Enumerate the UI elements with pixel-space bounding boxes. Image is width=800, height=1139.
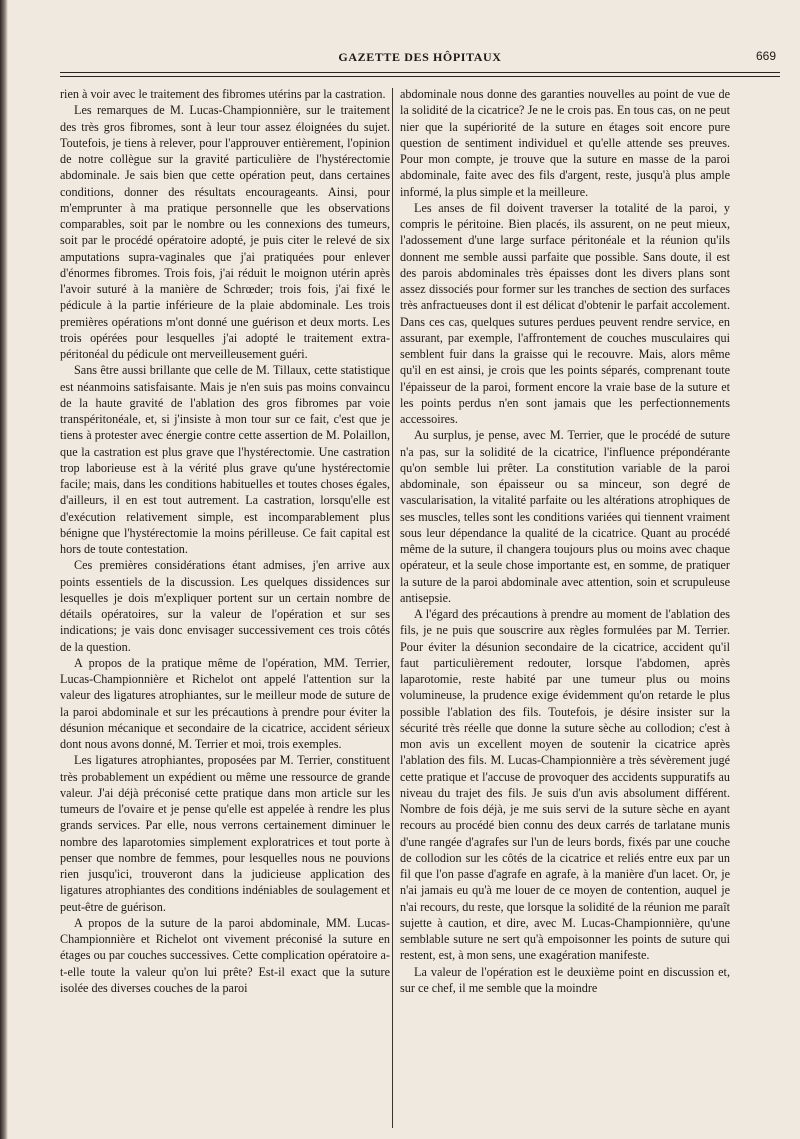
right-column xyxy=(400,86,730,996)
header-rule-bottom xyxy=(60,76,780,77)
paragraph: Les remarques de M. Lucas-Championnière, sur le traitement des très gros fibromes, sont à leur tour assez éloignées du sujet. Toutefois, je tiens à relever, pour l'approuver entièrement, l'opinion de notre collègue sur la gravité particulière de l'hystérectomie abdominale. Je sais bien que cette opération peut, dans certaines conditions, donner des résultats encourageants. Ainsi, pour m'emprunter à ma pratique personnelle que les observations comparables, soit par le nombre ou les connexions des tumeurs, soit par le procédé opératoire adopté, je puis citer le relevé de six amputations supra-vaginales que j'ai pratiquées pour enlever d'énormes fibromes. Trois fois, j'ai réduit le moignon utérin après l'avoir suturé à la manière de Schrœder; trois fois, j'ai fixé le pédicule à la partie inférieure de la plaie abdominale. Les trois premières opérations m'ont donné une guérison et deux morts. Les trois opérées pour lesquelles j'ai adopté le traitement extra-péritonéal du pédicule ont merveilleusement guéri. xyxy=(60,103,390,361)
paragraph: A propos de la suture de la paroi abdominale, MM. Lucas-Championnière et Richelot ont vivement préconisé la suture en étages ou par couches successives. Cette complication opératoire a-t-elle toute la valeur qu'on lui prête? Est-il exact que la suture isolée des diverses couches de la paroi xyxy=(60,915,390,995)
header-rule-top xyxy=(60,72,780,73)
paragraph: Sans être aussi brillante que celle de M. Tillaux, cette statistique est néanmoins satisfaisante. Mais je n'en suis pas moins convaincu de la haute gravité de l'ablation des gros fibromes par voie transpéritonéale, et, si j'insiste à mon tour sur ce fait, c'est que je tiens à protester avec énergie contre cette assertion de M. Polaillon, que la castration est plus grave que l'hystérectomie. Une castration trop laborieuse est à la vérité plus grave qu'une hystérectomie facile; mais, dans les conditions habituelles et toutes choses égales, d'ailleurs, il en est tout autrement. La castration, lorsqu'elle est d'exécution relativement simple, est incomparablement plus bénigne que l'hystérectomie la moins périlleuse. Ce fait capital est hors de toute contestation. xyxy=(60,363,390,556)
paragraph: Ces premières considérations étant admises, j'en arrive aux points essentiels de la discussion. Les quelques dissidences sur lesquelles je dois m'expliquer portent sur un certain nombre de détails opératoires, sur la valeur de l'opération et sur ses indications; je vais donc envisager successivement ces trois côtés de la question. xyxy=(60,558,390,654)
paragraph: A propos de la pratique même de l'opération, MM. Terrier, Lucas-Championnière et Richelot ont appelé l'attention sur la valeur des ligatures atrophiantes, sur le meilleur mode de suture de la paroi abdominale et sur les précautions à prendre pour éviter la désunion mécanique et secondaire de la cicatrice, accident sérieux dont nous avons donné, M. Terrier et moi, trois exemples. xyxy=(60,655,390,751)
paragraph: rien à voir avec le traitement des fibromes utérins par la castration. xyxy=(60,87,386,101)
running-title: GAZETTE DES HÔPITAUX xyxy=(338,50,502,64)
paragraph: Au surplus, je pense, avec M. Terrier, que le procédé de suture n'a pas, sur la solidité de la cicatrice, l'influence prépondérante qu'on semble lui prêter. La constitution variable de la paroi abdominale, son épaisseur ou sa minceur, son degré de vascularisation, la vitalité parfaite ou les altérations atrophiques de ses muscles, telles sont les conditions variées qui tiennent vraiment sous leur dépendance la qualité de la cicatrice. Quant au procédé même de la suture, il changera toujours plus ou moins avec chaque opérateur, et la seule chose importante est, en somme, de pratiquer la suture de la paroi abdominale avec attention, soin et scrupuleuse antisepsie. xyxy=(400,428,730,605)
paragraph: Les anses de fil doivent traverser la totalité de la paroi, y compris le péritoine. Bien placés, ils assurent, on ne peut mieux, l'adossement d'une large surface péritonéale et la réunion qu'ils donnent me semble aussi parfaite que possible. Sans doute, il est des parois abdominales très épaisses dont les divers plans sont assez dissociés pour former sur les tranches de section des surfaces très anfractueuses dont il est délicat d'obtenir le parfait accolement. Dans ces cas, quelques sutures perdues peuvent rendre service, en assurant, par exemple, l'affrontement de couches musculaires qui semblent fuir dans la graisse qui le recouvre. Mais, alors même qu'il en est ainsi, je crois que les points séparés, comprenant toute l'épaisseur de la paroi, forment encore la vraie base de la suture et les points perdus n'en sont jamais que les perfectionnements accessoires. xyxy=(400,200,730,426)
paragraph: abdominale nous donne des garanties nouvelles au point de vue de la solidité de la cicatrice? Je ne le crois pas. En tous cas, on ne peut nier que la supériorité de la suture en étages soit encore pure question de sentiment individuel et qu'elle attende ses preuves. Pour mon compte, je trouve que la suture en masse de la paroi abdominale, faite avec des fils d'argent, reste, jusqu'à plus ample informé, la plus simple et la meilleure. xyxy=(400,87,730,199)
paragraph: Les ligatures atrophiantes, proposées par M. Terrier, constituent très probablement un expédient ou même une ressource de grande valeur. J'ai déjà préconisé cette pratique dans mon article sur les tumeurs de l'ovaire et je pense qu'elle est appelée à rendre les plus grands services. Par elle, nous verrons certainement diminuer le nombre des laparotomies simplement exploratrices et tout porte à penser que nombre de femmes, pour lesquelles nous ne pouvions rien jusqu'ici, trouveront dans la judicieuse application des ligatures atrophiantes des conditions indéniables de soulagement et peut-être de guérison. xyxy=(60,753,390,914)
page-number: 669 xyxy=(755,49,776,63)
left-column xyxy=(60,86,390,996)
paragraph: La valeur de l'opération est le deuxième point en discussion et, sur ce chef, il me semble que la moindre xyxy=(400,964,730,995)
page-edge-shadow xyxy=(0,0,8,1139)
column-separator xyxy=(392,88,393,1128)
paragraph: A l'égard des précautions à prendre au moment de l'ablation des fils, je ne puis que souscrire aux règles formulées par M. Terrier. Pour éviter la désunion secondaire de la cicatrice, accident qu'il faut particulièrement redouter, lorsque l'abdomen, après laparotomie, reste habité par une tumeur plus ou moins volumineuse, la prudence exige évidemment qu'on retarde le plus possible l'ablation des fils. Toutefois, je désire insister sur la sécurité très réelle que donne la suture sèche au collodion; c'est à mon avis un excellent moyen de soutenir la cicatrice après l'ablation des fils. M. Lucas-Championnière a très sévèrement jugé cette pratique et l'accuse de provoquer des accidents suppuratifs au niveau du trajet des fils. Je suis d'un avis absolument différent. Nombre de fois déjà, je me suis servi de la suture sèche en ayant recours au procédé bien connu des deux carrés de tarlatane munis d'une rangée d'agrafes sur l'un de leurs bords, fixés par une couche de collodion sur les côtés de la cicatrice et reliés entre eux par un fil que l'on passe d'agrafe en agrafe, à la manière d'un lacet. Or, je n'ai jamais eu qu'à me louer de ce moyen de contention, auquel je n'ai recours, du reste, que lorsque la solidité de la réunion me paraît sujette à caution, et dire, avec M. Lucas-Championnière, qu'une semblable suture ne sert qu'à empoisonner les points de suture qui restent, est, à mon sens, une exagération manifeste. xyxy=(400,607,730,963)
page-header xyxy=(60,48,780,68)
